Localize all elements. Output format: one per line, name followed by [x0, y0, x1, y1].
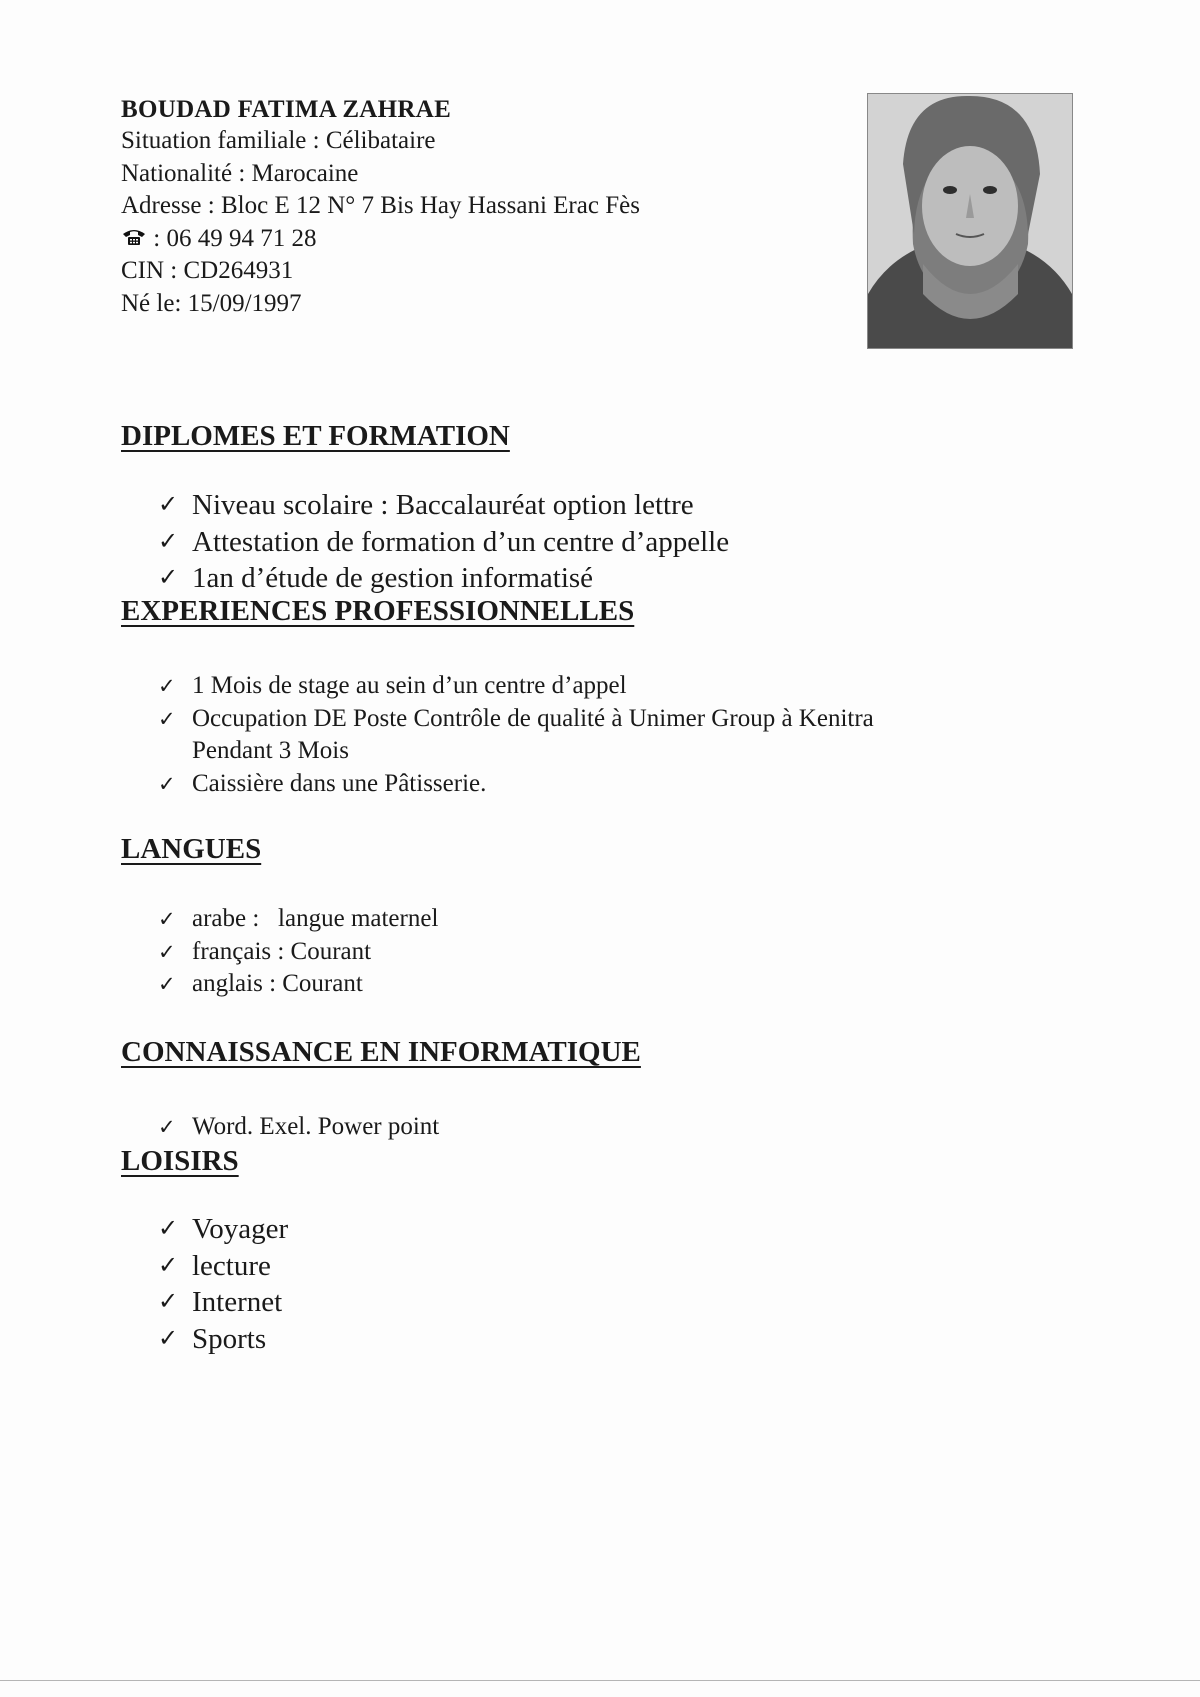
check-icon: ✓: [158, 565, 179, 591]
list-item-continuation: Pendant 3 Mois: [192, 737, 349, 764]
section-heading-langues: LANGUES: [121, 833, 262, 865]
section-heading-informatique: CONNAISSANCE EN INFORMATIQUE: [121, 1036, 641, 1068]
check-icon: ✓: [158, 907, 176, 931]
list-item: ✓ lecture: [158, 1248, 288, 1285]
address: Adresse : Bloc E 12 N° 7 Bis Hay Hassani Erac Fès: [121, 192, 640, 219]
list-item: ✓ 1an d’étude de gestion informatisé: [158, 560, 729, 597]
list-item: ✓ Sports: [158, 1321, 288, 1358]
telephone-icon: [121, 224, 147, 244]
list-item: ✓ Voyager: [158, 1211, 288, 1248]
langues-list: [158, 903, 438, 1001]
diplomes-list: [158, 487, 729, 597]
list-item: ✓ arabe : langue maternel: [158, 903, 438, 936]
full-name: BOUDAD FATIMA ZAHRAE: [121, 96, 452, 123]
family-status: Situation familiale : Célibataire: [121, 127, 436, 154]
list-item: ✓ Niveau scolaire : Baccalauréat option lettre: [158, 487, 729, 524]
experiences-list: [158, 670, 874, 800]
check-icon: ✓: [158, 1115, 176, 1139]
informatique-list: [158, 1111, 439, 1144]
list-item: ✓ anglais : Courant: [158, 968, 438, 1001]
check-icon: ✓: [158, 1289, 179, 1315]
profile-photo: [867, 93, 1073, 349]
birth-date: Né le: 15/09/1997: [121, 289, 302, 317]
contact-block: [121, 125, 640, 320]
check-icon: ✓: [158, 972, 176, 996]
list-item: ✓ 1 Mois de stage au sein d’un centre d’appel: [158, 670, 874, 703]
scan-edge-line: [0, 1680, 1200, 1681]
check-icon: ✓: [158, 674, 176, 698]
list-item: ✓ Attestation de formation d’un centre d’appelle: [158, 524, 729, 561]
list-item: ✓ Caissière dans une Pâtisserie.: [158, 768, 874, 801]
nationality: Nationalité : Marocaine: [121, 159, 359, 187]
check-icon: ✓: [158, 1216, 179, 1242]
loisirs-list: [158, 1211, 288, 1357]
check-icon: ✓: [158, 1252, 179, 1279]
list-item: ✓ Occupation DE Poste Contrôle de qualité à Unimer Group à Kenitra Pendant 3 Mois: [158, 703, 874, 768]
check-icon: ✓: [158, 939, 176, 964]
check-icon: ✓: [158, 1325, 179, 1352]
check-icon: ✓: [158, 706, 176, 731]
list-item: ✓ Internet: [158, 1284, 288, 1321]
list-item: ✓ Word. Exel. Power point: [158, 1111, 439, 1144]
section-heading-experiences: EXPERIENCES PROFESSIONNELLES: [121, 595, 635, 627]
check-icon: ✓: [158, 771, 176, 796]
check-icon: ✓: [158, 492, 179, 518]
cin: CIN : CD264931: [121, 257, 294, 284]
list-item: ✓ français : Courant: [158, 936, 438, 969]
phone-number: : 06 49 94 71 28: [147, 224, 317, 252]
section-heading-diplomes: DIPLOMES ET FORMATION: [121, 420, 510, 452]
phone-line: [121, 223, 640, 256]
section-heading-loisirs: LOISIRS: [121, 1145, 239, 1177]
check-icon: ✓: [158, 528, 179, 555]
